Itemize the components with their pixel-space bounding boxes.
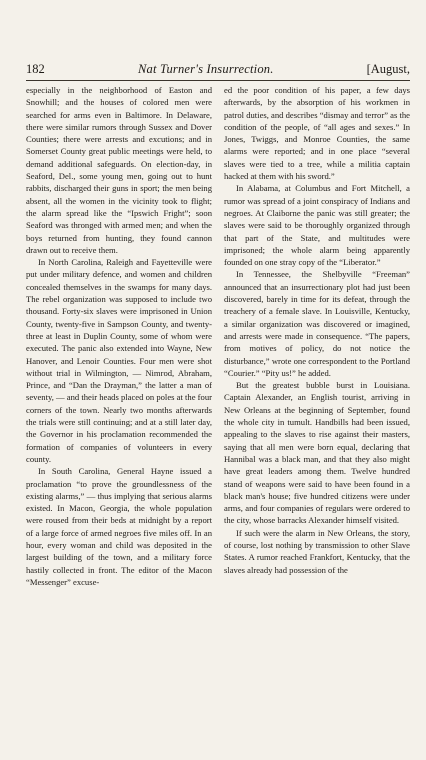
- paragraph: In Alabama, at Columbus and Fort Mitchell, a rumor was spread of a joint conspiracy of Indians and negroes. At Claiborne the panic was still greater; the slaves were said to be thoroughly organized through that part of the State, and multitudes were imprisoned; the whole alarm being apparently founded on one stray copy of the “Liberator.”: [224, 183, 410, 268]
- paragraph: ed the poor condition of his paper, a few days afterwards, by the absorption of his workmen in patrol duties, and describes “dismay and terror” as the condition of the people, of “all ages and sexes.” In Jones, Twiggs, and Monroe Counties, the same alarms were reported; and in one place “several slaves were tied to a tree, while a militia captain hacked at them with his sword.”: [224, 85, 410, 182]
- left-column: [26, 84, 212, 588]
- page-header: [26, 62, 410, 78]
- page-number: 182: [26, 62, 45, 76]
- paragraph: In South Carolina, General Hayne issued a proclamation “to prove the groundlessness of the existing alarms,” — thus implying that serious alarms existed. In Macon, Georgia, the whole population were roused from their beds at midnight by a report of a large force of armed negroes five miles off. In an hour, every woman and child was deposited in the largest building of the town, and a military force hastily collected in front. The editor of the Macon “Messenger” excuse-: [26, 466, 212, 587]
- paragraph: In Tennessee, the Shelbyville “Freeman” announced that an insurrectionary plot had just been discovered, barely in time for its defeat, through the treachery of a female slave. In Louisville, Kentucky, a similar organization was discovered or imagined, and arrests were made in consequence. “The papers, from motives of policy, do not notice the disturbance,” wrote one correspondent to the Portland “Courier.” “Pity us!” he added.: [224, 269, 410, 378]
- paragraph: especially in the neighborhood of Easton and Snowhill; and the houses of colored men were searched for arms even in Baltimore. In Delaware, there were similar rumors through Sussex and Dover Counties; there were arrests and excutions; and in Somerset County great public meetings were held, to demand additional safeguards. On election-day, in Seaford, Del., some young men, going out to hunt rabbits, discharged their guns in sport; the men being absent, all the women in the vicinity took to flight; the alarm spread like the “Ipswich Fright”; soon Seaford was thronged with armed men; and when the boys returned from hunting, they found cannon drawn out to receive them.: [26, 85, 212, 255]
- paragraph: If such were the alarm in New Orleans, the story, of course, lost nothing by transmission to other Slave States. A rumor reached Frankfort, Kentucky, that the slaves already had possession of the: [224, 527, 410, 575]
- running-title: Nat Turner's Insurrection.: [138, 62, 274, 76]
- paragraph: In North Carolina, Raleigh and Fayetteville were put under military defence, and women and children concealed themselves in the swamps for many days. The rebel organization was supposed to include two thousand. Forty-six slaves were imprisoned in Union County, twenty-five in Sampson County, and twenty-three at least in Duplin County, some of whom were executed. The panic also extended into Wayne, New Hanover, and Lenoir Counties. Four men were shot without trial in Wilmington, — Nimrod, Abraham, Prince, and “Dan the Drayman,” the latter a man of seventy, — and their heads placed on poles at the four corners of the town. Nearly two months afterwards the trials were still continuing; and at a still later day, the Governor in his proclamation recommended the formation of companies of volunteers in every county.: [26, 257, 212, 464]
- paragraph: But the greatest bubble burst in Louisiana. Captain Alexander, an English tourist, arriving in New Orleans at the beginning of September, found the whole city in tumult. Handbills had been issued, appealing to the slaves to rise against their masters, saying that all men were born equal, declaring that Hannibal was a black man, and that they also might have great leaders among them. Twelve hundred stand of weapons were said to have been found in a black man's house; five hundred citizens were under arms, and four companies of regulars were ordered to the city, whose barracks Alexander himself visited.: [224, 380, 410, 526]
- right-column: [224, 84, 410, 576]
- running-month: [August,: [366, 62, 410, 76]
- header-rule: [26, 80, 410, 81]
